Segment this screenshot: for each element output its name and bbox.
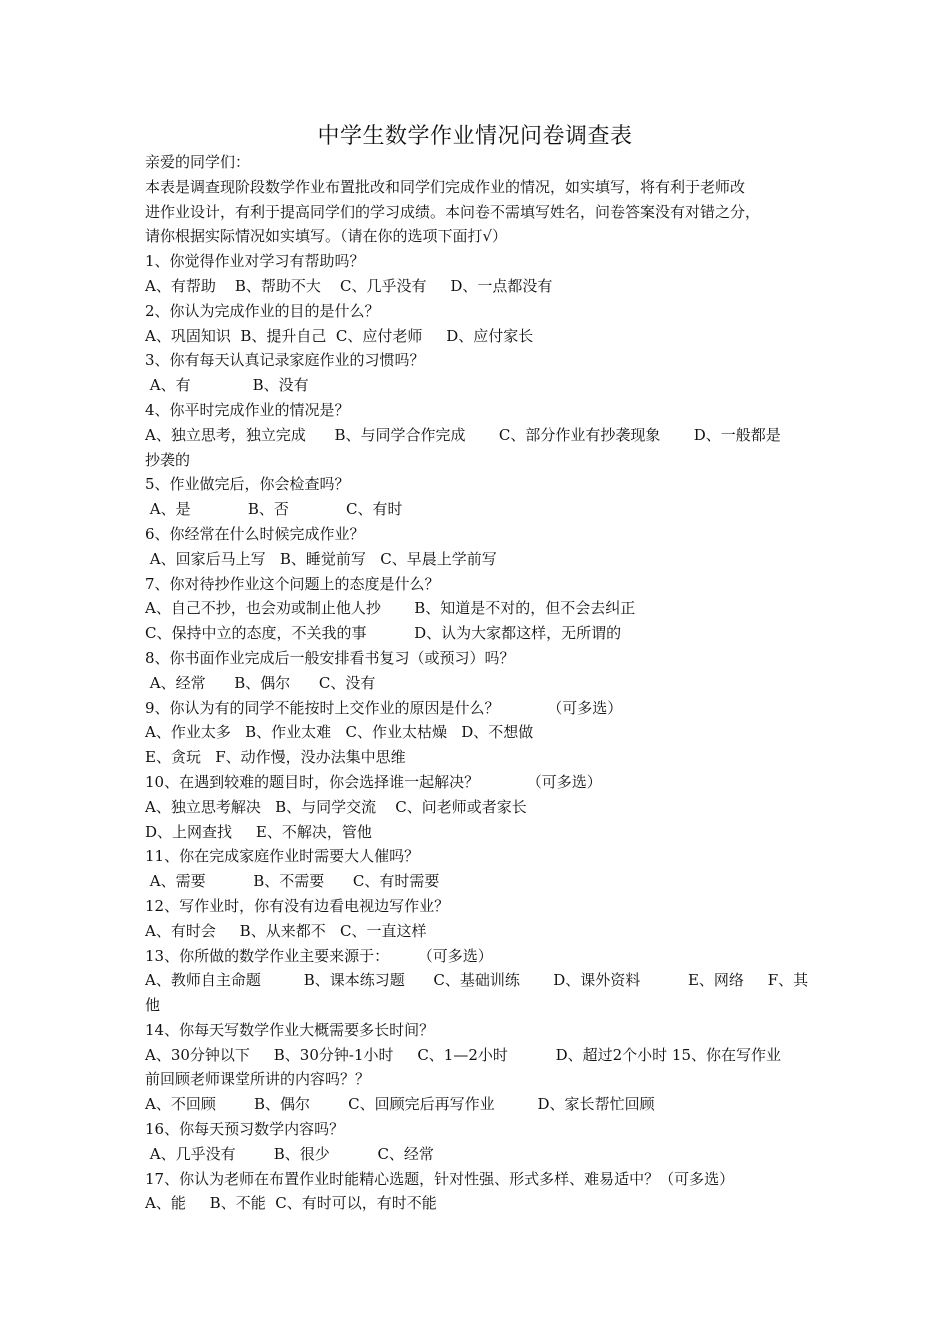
question-line: 17、你认为老师在布置作业时能精心选题，针对性强、形式多样、难易适中？（可多选） [145, 1169, 735, 1188]
answer-options-line: A、有时会 B、从来都不 C、一直这样 [145, 921, 427, 940]
answer-options-line: C、保持中立的态度，不关我的事 D、认为大家都这样，无所谓的 [145, 624, 622, 643]
question-line: 5、作业做完后，你会检查吗？ [145, 475, 350, 494]
question-line: 13、你所做的数学作业主要来源于： （可多选） [145, 946, 493, 965]
answer-options-line: E、贪玩 F、动作慢，没办法集中思维 [145, 748, 406, 767]
intro-line: 进作业设计，有利于提高同学们的学习成绩。本问卷不需填写姓名，问卷答案没有对错之分， [145, 202, 761, 221]
question-line: 7、你对待抄作业这个问题上的态度是什么？ [145, 574, 440, 593]
question-line: 抄袭的 [145, 450, 191, 469]
intro-line: 本表是调查现阶段数学作业布置批改和同学们完成作业的情况，如实填写，将有利于老师改 [145, 177, 746, 196]
question-line: 3、你有每天认真记录家庭作业的习惯吗？ [145, 351, 425, 370]
question-line: 14、你每天写数学作业大概需要多长时间？ [145, 1020, 435, 1039]
question-line: 10、在遇到较难的题目时，你会选择谁一起解决？ （可多选） [145, 772, 602, 791]
answer-options-line: D、上网查找 E、不解决，管他 [145, 822, 372, 841]
answer-options-line: A、有帮助 B、帮助不大 C、几乎没有 D、一点都没有 [145, 276, 553, 295]
greeting: 亲爱的同学们： [145, 153, 251, 171]
answer-options-line: A、有 B、没有 [145, 376, 309, 395]
survey-body [145, 150, 810, 1216]
answer-options-line: A、作业太多 B、作业太难 C、作业太枯燥 D、不想做 [145, 723, 534, 742]
question-line: 前回顾老师课堂所讲的内容吗？？ [145, 1070, 371, 1089]
question-line: 1、你觉得作业对学习有帮助吗？ [145, 252, 365, 271]
question-line: 11、你在完成家庭作业时需要大人催吗？ [145, 847, 420, 866]
answer-options-line: A、需要 B、不需要 C、有时需要 [145, 872, 440, 891]
answer-options-line: A、巩固知识 B、提升自己 C、应付老师 D、应付家长 [145, 326, 534, 345]
answer-options-line: A、几乎没有 B、很少 C、经常 [145, 1144, 434, 1163]
page-title: 中学生数学作业情况问卷调查表 [317, 124, 633, 149]
answer-options-line: A、自己不抄，也会劝或制止他人抄 B、知道是不对的，但不会去纠正 [145, 599, 636, 618]
question-line: 16、你每天预习数学内容吗？ [145, 1120, 345, 1139]
answer-options-line: A、经常 B、偶尔 C、没有 [145, 673, 376, 692]
question-line: 2、你认为完成作业的目的是什么？ [145, 301, 380, 320]
question-line: 9、你认为有的同学不能按时上交作业的原因是什么？ （可多选） [145, 698, 623, 717]
answer-options-line: A、回家后马上写 B、睡觉前写 C、早晨上学前写 [145, 549, 497, 568]
answer-options-line: A、是 B、否 C、有时 [145, 500, 403, 519]
answer-options-line: A、不回顾 B、偶尔 C、回顾完后再写作业 D、家长帮忙回顾 [145, 1095, 655, 1114]
question-line: 8、你书面作业完成后一般安排看书复习（或预习）吗？ [145, 648, 515, 667]
answer-options-line: A、能 B、不能 C、有时可以，有时不能 [145, 1194, 437, 1213]
question-line: 6、你经常在什么时候完成作业？ [145, 524, 365, 543]
question-line: 12、写作业时，你有没有边看电视边写作业？ [145, 896, 450, 915]
answer-options-line: A、30分钟以下 B、30分钟-1小时 C、1—2小时 D、超过2个小时 15、你在写作业 [145, 1045, 781, 1064]
answer-options-line: A、教师自主命题 B、课本练习题 C、基础训练 D、课外资料 E、网络 F、其 [145, 971, 809, 990]
question-line: 他 [145, 996, 161, 1015]
question-line: 4、你平时完成作业的情况是？ [145, 400, 350, 419]
answer-options-line: A、独立思考，独立完成 B、与同学合作完成 C、部分作业有抄袭现象 D、一般都是 [145, 425, 781, 444]
intro-line: 请你根据实际情况如实填写。（请在你的选项下面打√） [145, 227, 508, 246]
question-list [145, 249, 810, 1216]
answer-options-line: A、独立思考解决 B、与同学交流 C、问老师或者家长 [145, 797, 527, 816]
